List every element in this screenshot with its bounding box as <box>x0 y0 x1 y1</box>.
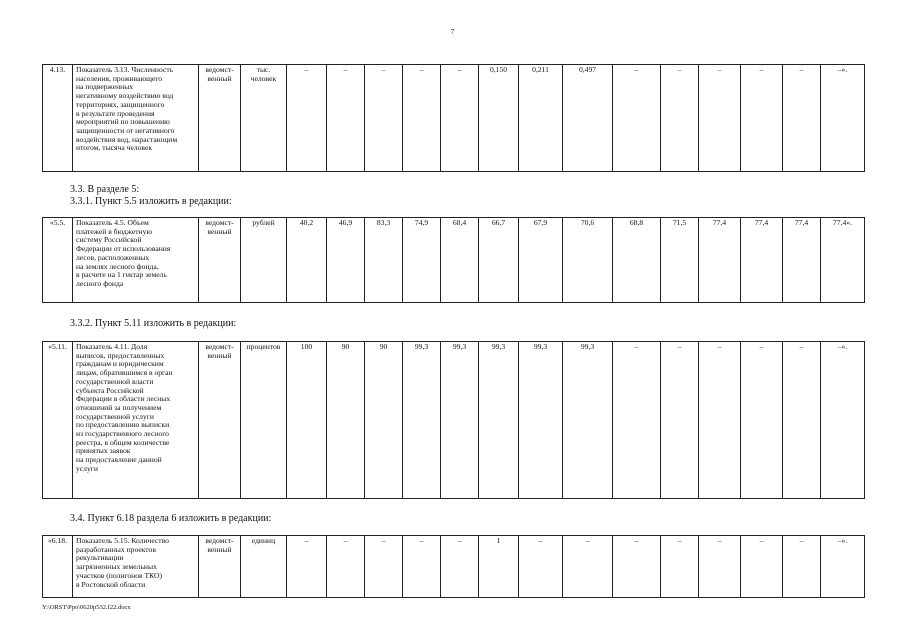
value-cell: – <box>403 65 441 172</box>
value-cell: 0,211 <box>519 65 563 172</box>
unit: тыс. человек <box>241 65 287 172</box>
value-cell: – <box>365 536 403 598</box>
row-number: «6.18. <box>43 536 73 598</box>
value-cell: – <box>741 536 783 598</box>
value-cell: 70,6 <box>563 218 613 303</box>
section-heading: 3.3.2. Пункт 5.11 изложить в редакции: <box>70 318 237 329</box>
indicator-text: Показатель 3.13. Численность населения, проживающего на подверженных негативному воздействию вод территориях, защищенного в результате проведения мероприятий по повышению защищенности от негативного воздействия вод, нарастающим итогом, тысяча человек <box>73 65 199 172</box>
value-cell: – <box>613 65 661 172</box>
value-cell: – <box>613 536 661 598</box>
value-cell: – <box>519 536 563 598</box>
value-cell: – <box>661 536 699 598</box>
value-cell: – <box>613 342 661 499</box>
value-cell: –». <box>821 342 865 499</box>
page-number: 7 <box>450 28 455 36</box>
value-cell: 99,3 <box>563 342 613 499</box>
indicator-type: ведомст- венный <box>199 65 241 172</box>
value-cell: – <box>783 65 821 172</box>
value-cell: – <box>403 536 441 598</box>
value-cell: 0,497 <box>563 65 613 172</box>
value-cell: 99,3 <box>479 342 519 499</box>
table-row <box>43 65 865 172</box>
value-cell: 68,8 <box>613 218 661 303</box>
value-cell: – <box>661 65 699 172</box>
indicator-type: ведомст- венный <box>199 536 241 598</box>
table-row-6-18 <box>42 535 865 598</box>
value-cell: 99,3 <box>519 342 563 499</box>
value-cell: –». <box>821 65 865 172</box>
value-cell: 74,9 <box>403 218 441 303</box>
table-row <box>43 342 865 499</box>
value-cell: 90 <box>365 342 403 499</box>
table-row-5-5 <box>42 217 865 303</box>
indicator-text: Показатель 4.5. Объем платежей в бюджетную систему Российской Федерации от использования лесов, расположенных на землях лесного фонда, в расчете на 1 гектар земель лесного фонда <box>73 218 199 303</box>
value-cell: 68,4 <box>441 218 479 303</box>
value-cell: 77,4 <box>699 218 741 303</box>
value-cell: – <box>661 342 699 499</box>
value-cell: – <box>365 65 403 172</box>
value-cell: 71,5 <box>661 218 699 303</box>
value-cell: – <box>327 536 365 598</box>
row-number: «5.5. <box>43 218 73 303</box>
value-cell: – <box>441 65 479 172</box>
value-cell: – <box>699 342 741 499</box>
unit: рублей <box>241 218 287 303</box>
value-cell: – <box>783 342 821 499</box>
section-heading: 3.3.1. Пункт 5.5 изложить в редакции: <box>70 196 232 207</box>
value-cell: 67,9 <box>519 218 563 303</box>
value-cell: – <box>563 536 613 598</box>
table-row-4-13 <box>42 64 865 172</box>
indicator-type: ведомст- венный <box>199 218 241 303</box>
value-cell: –». <box>821 536 865 598</box>
value-cell: 1 <box>479 536 519 598</box>
value-cell: 77,4». <box>821 218 865 303</box>
value-cell: 40,2 <box>287 218 327 303</box>
value-cell: 99,3 <box>441 342 479 499</box>
unit: единиц <box>241 536 287 598</box>
value-cell: – <box>287 536 327 598</box>
table-row-5-11 <box>42 341 865 499</box>
unit: процентов <box>241 342 287 499</box>
value-cell: – <box>441 536 479 598</box>
value-cell: 77,4 <box>741 218 783 303</box>
value-cell: – <box>741 342 783 499</box>
value-cell: – <box>287 65 327 172</box>
row-number: «5.11. <box>43 342 73 499</box>
value-cell: 66,7 <box>479 218 519 303</box>
value-cell: – <box>741 65 783 172</box>
indicator-text: Показатель 4.11. Доля выписок, предоставленных гражданам и юридическим лицам, обратившимся в орган государственной власти субъекта Российской Федерации в области лесных отношений за получением государственной услуги по предоставлению выписки из государственного лесного реестра, в общем количестве принятых заявок на предоставление данной услуги <box>73 342 199 499</box>
value-cell: 77,4 <box>783 218 821 303</box>
value-cell: 83,3 <box>365 218 403 303</box>
value-cell: – <box>783 536 821 598</box>
value-cell: – <box>699 536 741 598</box>
indicator-text: Показатель 5.15. Количество разработанных проектов рекультивации загрязненных земельных участков (полигонов ТКО) в Ростовской области <box>73 536 199 598</box>
value-cell: 100 <box>287 342 327 499</box>
row-number: 4.13. <box>43 65 73 172</box>
value-cell: 0,150 <box>479 65 519 172</box>
section-heading: 3.3. В разделе 5: <box>70 184 140 195</box>
table-row <box>43 536 865 598</box>
value-cell: – <box>699 65 741 172</box>
indicator-type: ведомст- венный <box>199 342 241 499</box>
value-cell: – <box>327 65 365 172</box>
section-heading: 3.4. Пункт 6.18 раздела 6 изложить в редакции: <box>70 513 272 524</box>
file-path-footer: Y:\ORST\Ppo\0620p532.f22.docx <box>42 604 131 611</box>
value-cell: 99,3 <box>403 342 441 499</box>
value-cell: 46,9 <box>327 218 365 303</box>
table-row <box>43 218 865 303</box>
value-cell: 90 <box>327 342 365 499</box>
